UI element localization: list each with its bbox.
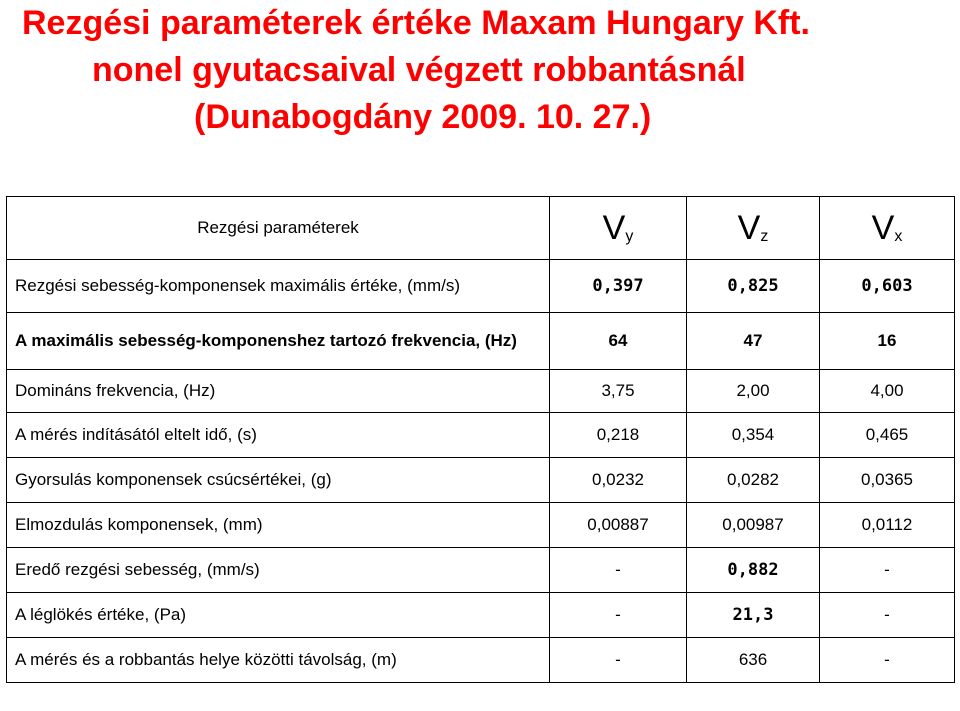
cell-dominant-frequency-vy: 3,75 (550, 370, 687, 413)
header-vx: $V_x$ (820, 197, 955, 260)
cell-elapsed-time-vy: 0,218 (550, 413, 687, 458)
header-vz: $V_z$ (687, 197, 820, 260)
cell-acceleration-vz: 0,0282 (687, 458, 820, 503)
vibration-parameters-table (6, 196, 955, 683)
cell-frequency-vy: 64 (550, 313, 687, 370)
cell-acceleration-vy: 0,0232 (550, 458, 687, 503)
title-line-2: nonel gyutacsaival végzett robbantásnál (92, 51, 746, 89)
cell-air-blast-vy: - (550, 593, 687, 638)
cell-displacement-vx: 0,0112 (820, 503, 955, 548)
table-row (7, 548, 955, 593)
cell-elapsed-time-vx: 0,465 (820, 413, 955, 458)
table-row (7, 638, 955, 683)
cell-frequency-vx: 16 (820, 313, 955, 370)
row-label-distance: A mérés és a robbantás helye közötti távolság, (m) (7, 638, 550, 683)
title-line-3: (Dunabogdány 2009. 10. 27.) (194, 98, 652, 136)
cell-distance-vx: - (820, 638, 955, 683)
cell-max-velocity-vy: 0,397 (550, 260, 687, 313)
row-label-displacement: Elmozdulás komponensek, (mm) (7, 503, 550, 548)
table-row (7, 260, 955, 313)
cell-distance-vz: 636 (687, 638, 820, 683)
cell-displacement-vy: 0,00887 (550, 503, 687, 548)
cell-air-blast-vx: - (820, 593, 955, 638)
table-row (7, 503, 955, 548)
cell-elapsed-time-vz: 0,354 (687, 413, 820, 458)
cell-dominant-frequency-vx: 4,00 (820, 370, 955, 413)
table-row (7, 370, 955, 413)
cell-displacement-vz: 0,00987 (687, 503, 820, 548)
cell-frequency-vz: 47 (687, 313, 820, 370)
row-label-elapsed-time: A mérés indításától eltelt idő, (s) (7, 413, 550, 458)
header-vy: $V_y$ (550, 197, 687, 260)
title-line-1: Rezgési paraméterek értéke Maxam Hungary Kft. (22, 4, 810, 42)
table-header-row (7, 197, 955, 260)
table-row (7, 593, 955, 638)
row-label-max-velocity: Rezgési sebesség-komponensek maximális értéke, (mm/s) (7, 260, 550, 313)
cell-resultant-velocity-vz: 0,882 (687, 548, 820, 593)
table-row (7, 458, 955, 503)
cell-resultant-velocity-vy: - (550, 548, 687, 593)
row-label-air-blast: A léglökés értéke, (Pa) (7, 593, 550, 638)
cell-acceleration-vx: 0,0365 (820, 458, 955, 503)
header-label: Rezgési paraméterek (7, 197, 550, 260)
page-title (22, 0, 952, 141)
row-label-resultant-velocity: Eredő rezgési sebesség, (mm/s) (7, 548, 550, 593)
row-label-acceleration: Gyorsulás komponensek csúcsértékei, (g) (7, 458, 550, 503)
table-row (7, 313, 955, 370)
cell-max-velocity-vz: 0,825 (687, 260, 820, 313)
cell-distance-vy: - (550, 638, 687, 683)
table-row (7, 413, 955, 458)
cell-dominant-frequency-vz: 2,00 (687, 370, 820, 413)
cell-max-velocity-vx: 0,603 (820, 260, 955, 313)
row-label-dominant-frequency: Domináns frekvencia, (Hz) (7, 370, 550, 413)
cell-air-blast-vz: 21,3 (687, 593, 820, 638)
row-label-frequency: A maximális sebesség-komponenshez tartozó frekvencia, (Hz) (7, 313, 550, 370)
cell-resultant-velocity-vx: - (820, 548, 955, 593)
